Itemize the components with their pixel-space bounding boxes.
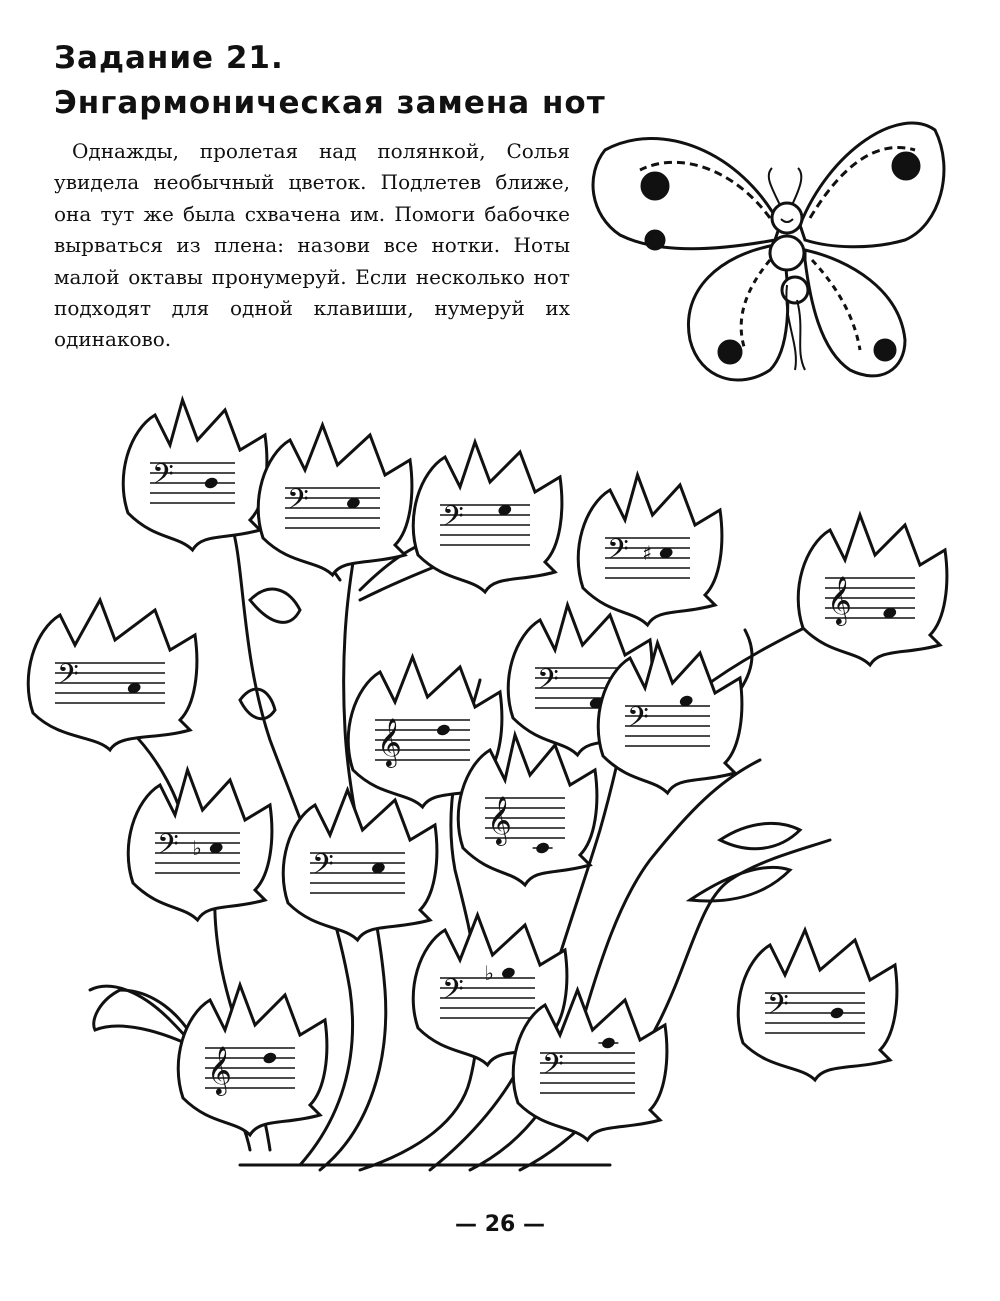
leaf-outline <box>413 442 562 592</box>
leaf-outline <box>513 990 667 1140</box>
leaf-outline <box>258 425 412 575</box>
treble-clef-icon: 𝄞 <box>207 1045 232 1094</box>
music-leaf <box>28 600 197 750</box>
music-leaf <box>413 442 562 592</box>
task-title: Энгармоническая замена нот <box>54 85 606 121</box>
bass-clef-icon: 𝄢 <box>537 663 559 703</box>
treble-clef-icon: 𝄞 <box>487 795 512 844</box>
bass-clef-icon: 𝄢 <box>57 658 79 698</box>
flat-icon: ♭ <box>192 836 202 860</box>
music-leaf <box>123 400 267 550</box>
bass-clef-icon: 𝄢 <box>152 458 174 498</box>
music-leaf <box>458 735 597 885</box>
leaf-outline <box>798 515 947 665</box>
music-leaf <box>798 515 947 665</box>
leaf-outline <box>458 735 597 885</box>
music-leaf <box>258 425 412 575</box>
music-leaf <box>738 930 897 1080</box>
bass-clef-icon: 𝄢 <box>442 500 464 540</box>
sharp-icon: ♯ <box>642 541 652 565</box>
butterfly-illustration <box>593 123 944 380</box>
bass-clef-icon: 𝄢 <box>627 701 649 741</box>
bass-clef-icon: 𝄢 <box>442 973 464 1013</box>
leaf-outline <box>28 600 197 750</box>
music-leaf <box>283 790 437 940</box>
leaves-group <box>28 400 947 1140</box>
bass-clef-icon: 𝄢 <box>312 848 334 888</box>
bass-clef-icon: 𝄢 <box>607 533 629 573</box>
task-story: Однажды, пролетая над полянкой, Солья увидела необычный цветок. Подлетев ближе, она тут же была схвачена им. Помоги бабочке вырваться из плена: назови все нотки. Ноты малой октавы пронумеруй. Если несколько нот подходят для одной клавиши, нумеруй их одинаково. <box>54 139 570 352</box>
leaf-outline <box>123 400 267 550</box>
bass-clef-icon: 𝄢 <box>157 828 179 868</box>
music-leaf <box>513 990 667 1140</box>
treble-clef-icon: 𝄞 <box>827 575 852 624</box>
bass-clef-icon: 𝄢 <box>287 483 309 523</box>
page-number: — 26 — <box>455 1212 545 1237</box>
music-leaf <box>598 643 742 793</box>
leaf-outline <box>283 790 437 940</box>
music-leaf <box>128 770 272 920</box>
music-leaf <box>178 985 327 1135</box>
leaf-outline <box>738 930 897 1080</box>
leaf-outline <box>178 985 327 1135</box>
bass-clef-icon: 𝄢 <box>767 988 789 1028</box>
task-number: Задание 21. <box>54 40 284 76</box>
treble-clef-icon: 𝄞 <box>377 717 402 766</box>
music-leaf <box>578 475 722 625</box>
flat-icon: ♭ <box>484 961 494 985</box>
bass-clef-icon: 𝄢 <box>542 1048 564 1088</box>
leaf-outline <box>598 643 742 793</box>
